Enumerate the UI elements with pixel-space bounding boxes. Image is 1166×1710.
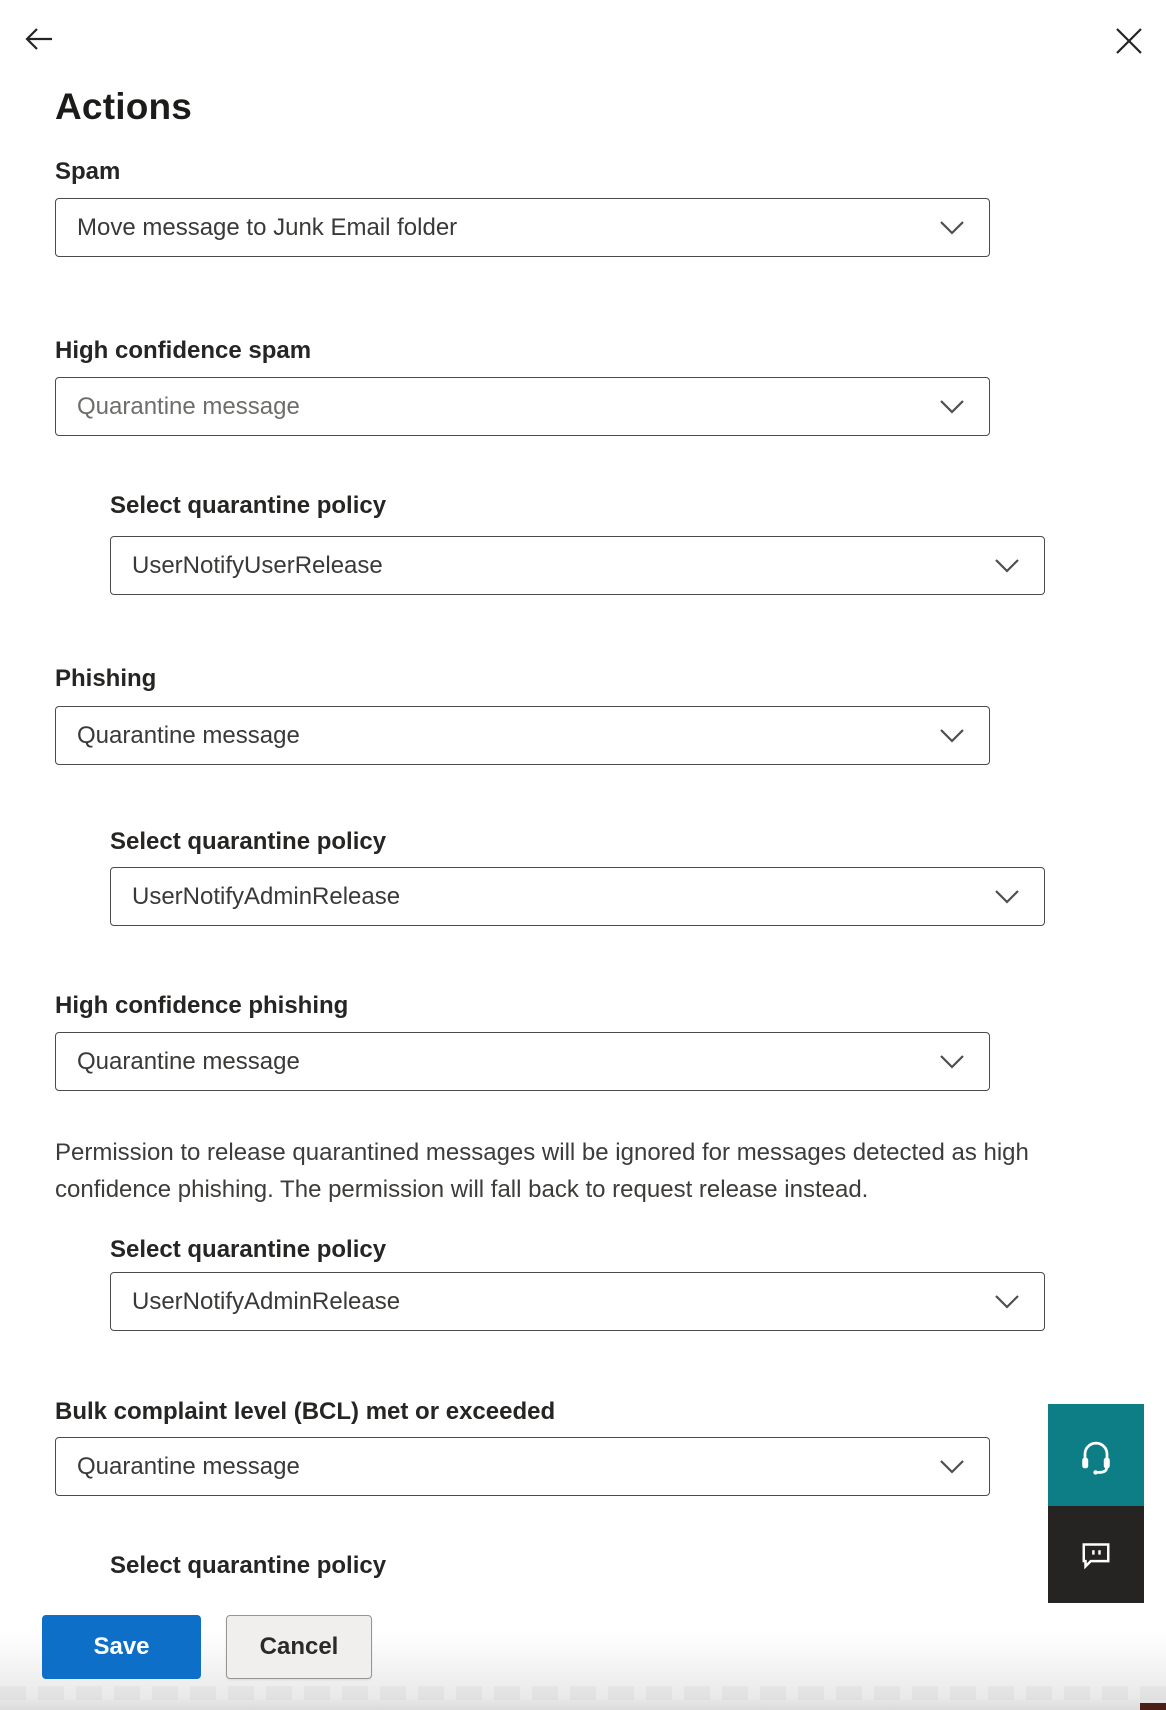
chevron-down-icon [939, 728, 965, 744]
feedback-button[interactable] [1048, 1506, 1144, 1603]
bcl-action-dropdown[interactable] [55, 1437, 990, 1496]
chevron-down-icon [994, 1294, 1020, 1310]
high-confidence-phishing-action-dropdown[interactable] [55, 1032, 990, 1091]
chevron-down-icon [939, 1459, 965, 1475]
spam-action-value: Move message to Junk Email folder [77, 213, 458, 241]
phishing-action-value: Quarantine message [77, 721, 300, 749]
spam-label: Spam [55, 158, 121, 185]
hcp-quarantine-policy-label: Select quarantine policy [110, 1236, 387, 1263]
phishing-label: Phishing [55, 665, 157, 692]
bcl-label: Bulk complaint level (BCL) met or exceeded [55, 1398, 556, 1425]
high-confidence-spam-label: High confidence spam [55, 337, 312, 364]
close-button[interactable] [1110, 22, 1148, 60]
footer [0, 1583, 1166, 1710]
chevron-down-icon [939, 1054, 965, 1070]
feedback-icon [1075, 1534, 1117, 1576]
phishing-quarantine-policy-dropdown[interactable] [110, 867, 1045, 926]
hcs-quarantine-policy-label: Select quarantine policy [110, 492, 387, 519]
hcs-quarantine-policy-dropdown[interactable] [110, 536, 1045, 595]
chevron-down-icon [939, 220, 965, 236]
high-confidence-phishing-label: High confidence phishing [55, 992, 349, 1019]
hcp-permission-note: Permission to release quarantined messages will be ignored for messages detected as high confidence phishing. The permission will fall back to request release instead. [55, 1139, 1029, 1203]
footer-texture [0, 1686, 1166, 1700]
high-confidence-spam-action-value: Quarantine message [77, 392, 300, 420]
save-button[interactable]: Save [42, 1615, 201, 1679]
headset-icon [1074, 1433, 1118, 1477]
bcl-action-value: Quarantine message [77, 1452, 300, 1480]
help-button[interactable] [1048, 1404, 1144, 1506]
phishing-action-dropdown[interactable] [55, 706, 990, 765]
chevron-down-icon [994, 558, 1020, 574]
high-confidence-spam-action-dropdown[interactable] [55, 377, 990, 436]
spam-action-dropdown[interactable] [55, 198, 990, 257]
chevron-down-icon [939, 399, 965, 415]
hcp-quarantine-policy-dropdown[interactable] [110, 1272, 1045, 1331]
page-title: Actions [55, 86, 193, 127]
bcl-quarantine-policy-label-truncated: Select quarantine policy [110, 1552, 387, 1579]
phishing-quarantine-policy-value: UserNotifyAdminRelease [132, 882, 401, 910]
close-icon [1114, 26, 1144, 56]
chevron-down-icon [994, 889, 1020, 905]
high-confidence-phishing-action-value: Quarantine message [77, 1047, 300, 1075]
cancel-button[interactable]: Cancel [226, 1615, 372, 1679]
back-arrow-icon [21, 21, 57, 57]
phishing-quarantine-policy-label: Select quarantine policy [110, 828, 387, 855]
corner-artifact [1140, 1703, 1166, 1710]
hcs-quarantine-policy-value: UserNotifyUserRelease [132, 551, 383, 579]
back-button[interactable] [20, 20, 58, 58]
hcp-quarantine-policy-value: UserNotifyAdminRelease [132, 1287, 401, 1315]
